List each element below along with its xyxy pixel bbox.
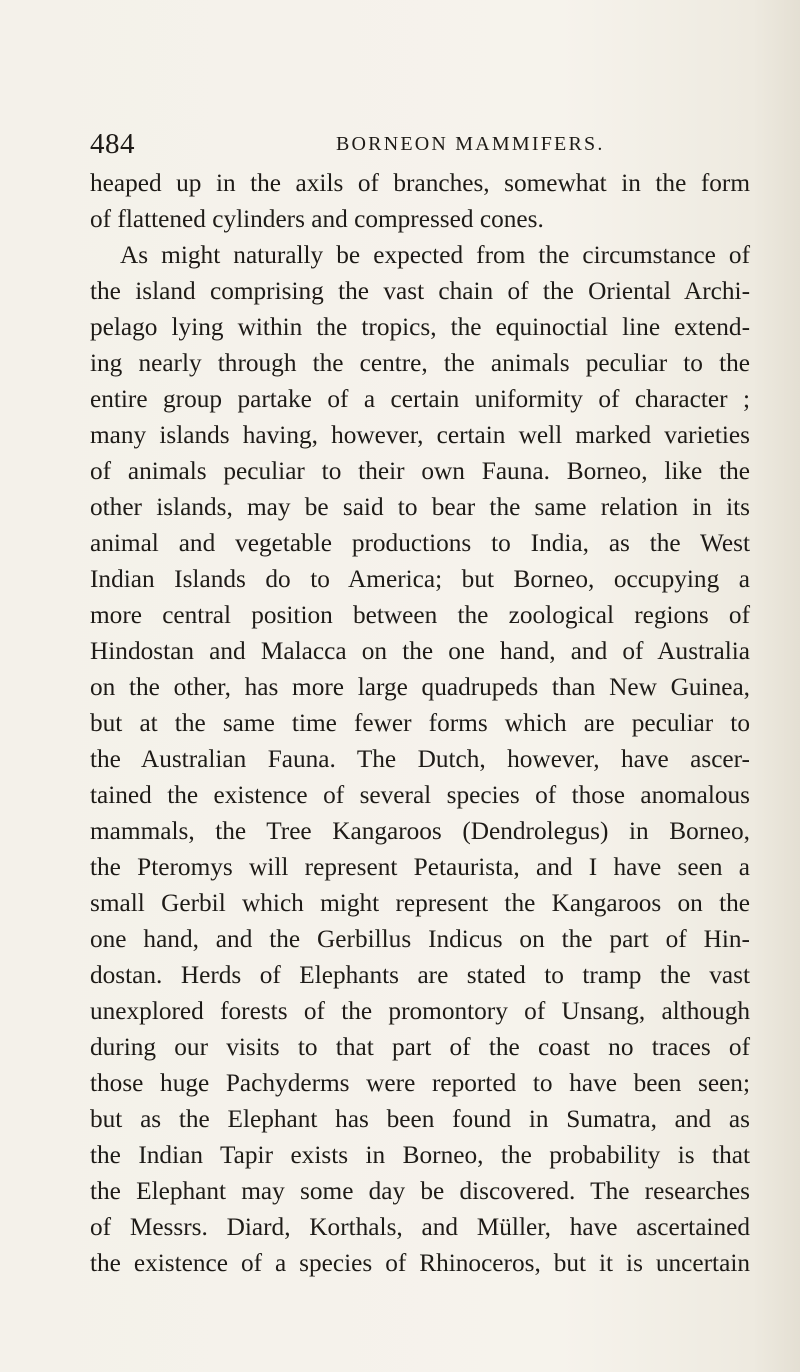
text-line: many islands having, however, certain well marked varieties xyxy=(90,421,750,449)
text-line: on the other, has more large quadrupeds than New Guinea, xyxy=(90,673,750,701)
text-line: of Messrs. Diard, Korthals, and Müller, have ascertained xyxy=(90,1213,750,1241)
text-line: one hand, and the Gerbillus Indicus on the part of Hin- xyxy=(90,925,750,953)
text-line: those huge Pachyderms were reported to have been seen; xyxy=(90,1069,750,1097)
page-number: 484 xyxy=(90,128,135,160)
text-line: animal and vegetable productions to India, as the West xyxy=(90,529,750,557)
text-line: the Pteromys will represent Petaurista, and I have seen a xyxy=(90,853,750,881)
text-line: entire group partake of a certain uniformity of character ; xyxy=(90,385,750,413)
text-line: other islands, may be said to bear the same relation in its xyxy=(90,493,750,521)
text-line: tained the existence of several species of those anomalous xyxy=(90,781,750,809)
text-line: but at the same time fewer forms which are peculiar to xyxy=(90,709,750,737)
body-text xyxy=(90,165,750,1281)
text-line: more central position between the zoological regions of xyxy=(90,601,750,629)
text-line: dostan. Herds of Elephants are stated to tramp the vast xyxy=(90,961,750,989)
text-line: Hindostan and Malacca on the one hand, and of Australia xyxy=(90,637,750,665)
text-line: mammals, the Tree Kangaroos (Dendrolegus) in Borneo, xyxy=(90,817,750,845)
running-head: BORNEON MAMMIFERS. xyxy=(336,133,605,155)
text-line: of animals peculiar to their own Fauna. Borneo, like the xyxy=(90,457,750,485)
text-line: As might naturally be expected from the circumstance of xyxy=(120,241,750,269)
text-line: Indian Islands do to America; but Borneo, occupying a xyxy=(90,565,750,593)
text-line: small Gerbil which might represent the Kangaroos on the xyxy=(90,889,750,917)
page-header xyxy=(90,128,750,168)
text-line: unexplored forests of the promontory of Unsang, although xyxy=(90,997,750,1025)
text-line: pelago lying within the tropics, the equinoctial line extend- xyxy=(90,313,750,341)
text-line: the existence of a species of Rhinoceros, but it is uncertain xyxy=(90,1249,750,1277)
text-line: the Indian Tapir exists in Borneo, the probability is that xyxy=(90,1141,750,1169)
text-line: the Elephant may some day be discovered. The researches xyxy=(90,1177,750,1205)
text-line: of flattened cylinders and compressed cones. xyxy=(90,205,544,233)
text-line: the island comprising the vast chain of the Oriental Archi- xyxy=(90,277,750,305)
text-line: ing nearly through the centre, the animals peculiar to the xyxy=(90,349,750,377)
text-line: heaped up in the axils of branches, somewhat in the form xyxy=(90,169,750,197)
text-line: the Australian Fauna. The Dutch, however, have ascer- xyxy=(90,745,750,773)
text-line: during our visits to that part of the coast no traces of xyxy=(90,1033,750,1061)
text-line: but as the Elephant has been found in Sumatra, and as xyxy=(90,1105,750,1133)
